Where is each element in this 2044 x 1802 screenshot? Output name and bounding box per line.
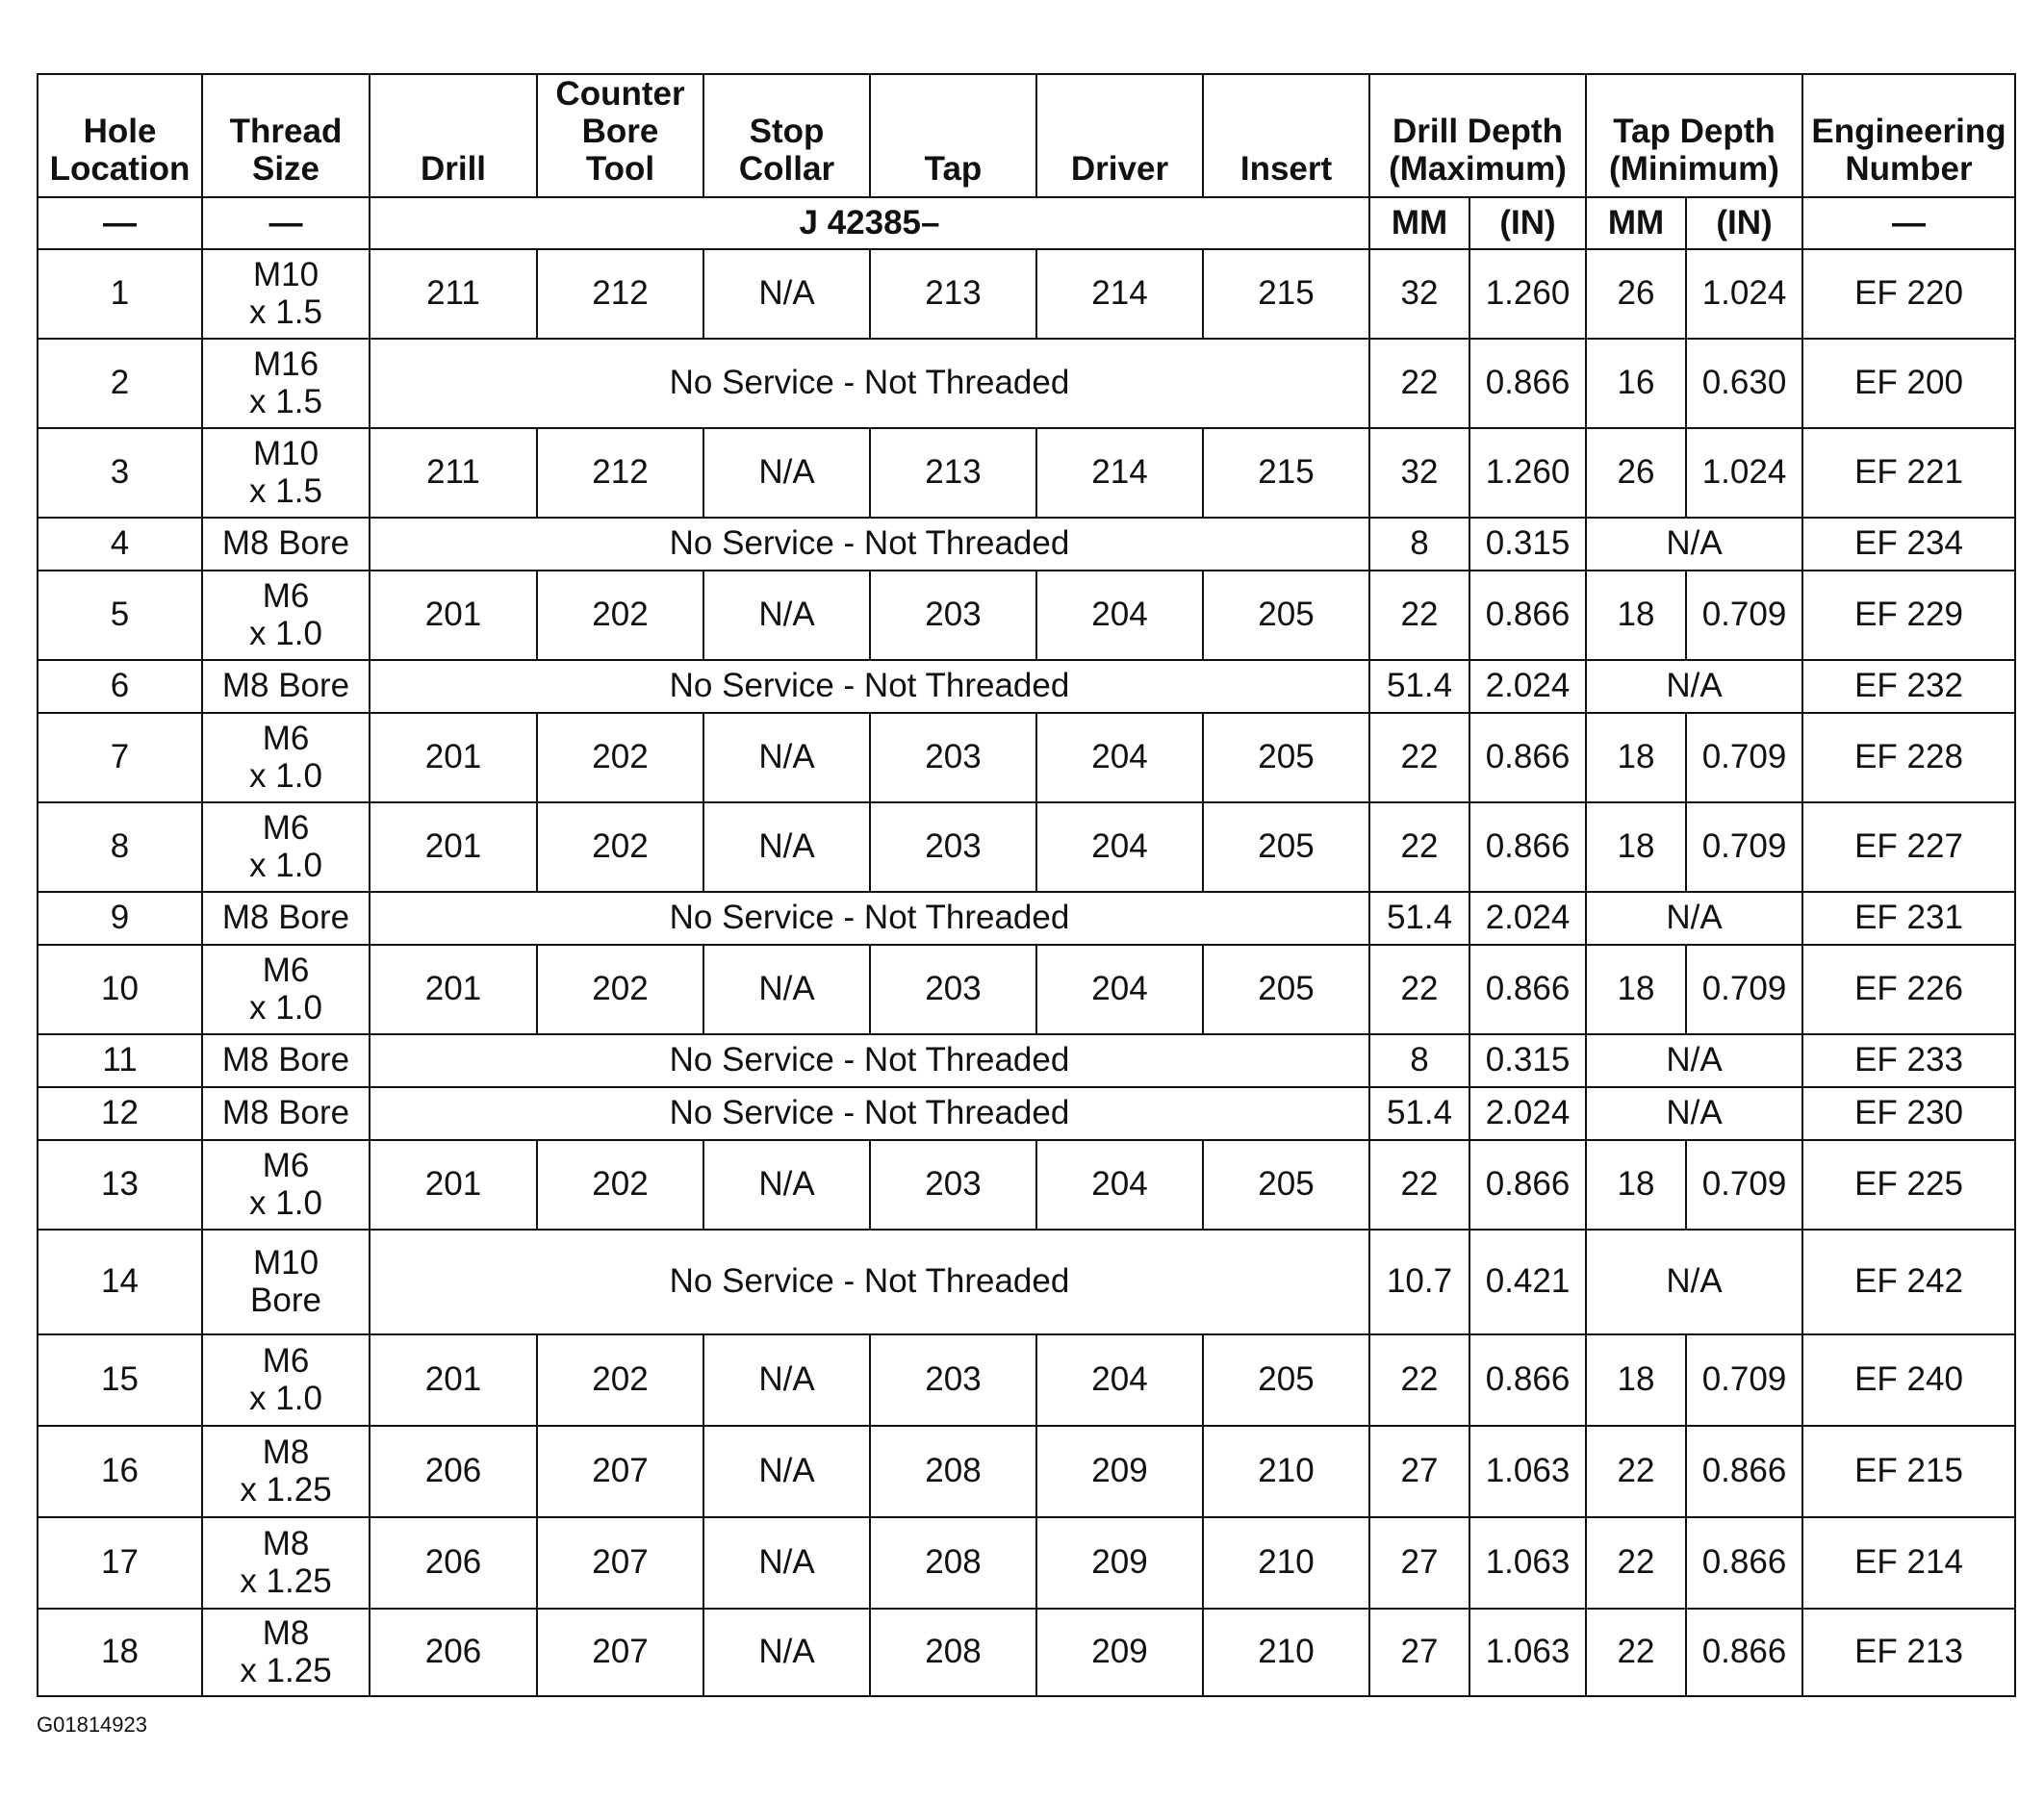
thread-size-cell: M6 x 1.0 [202,1334,370,1426]
tap-depth-in-cell: 0.709 [1686,945,1802,1034]
tap-depth-mm-cell: 18 [1586,802,1686,892]
no-service-cell: No Service - Not Threaded [370,1230,1369,1334]
thread-size-cell: M8 Bore [202,518,370,571]
table-row [38,1087,2015,1140]
drill-depth-in-cell: 0.866 [1469,1140,1586,1230]
drill-depth-in-cell: 0.421 [1469,1230,1586,1334]
drill-cell: 206 [370,1609,537,1696]
hole-location-cell: 8 [38,802,202,892]
tool-prefix: J 42385– [370,197,1369,249]
counter-bore-cell: 212 [537,428,703,518]
tap-depth-mm-cell: 18 [1586,1140,1686,1230]
engineering-number-cell: EF 242 [1802,1230,2015,1334]
table-row [38,1517,2015,1609]
counter-bore-cell: 202 [537,1334,703,1426]
drill-depth-in-cell: 1.260 [1469,428,1586,518]
figure-id: G01814923 [37,1713,147,1737]
thread-size-cell: M6 x 1.0 [202,1140,370,1230]
hole-location-cell: 15 [38,1334,202,1426]
drill-depth-mm-cell: 22 [1369,1334,1469,1426]
engineering-number-cell: EF 220 [1802,249,2015,339]
table-row [38,660,2015,713]
subheader-tap-mm: MM [1586,197,1686,249]
tap-depth-in-cell: 0.709 [1686,802,1802,892]
tap-depth-mm-cell: 18 [1586,713,1686,802]
header-thread-size: Thread Size [202,74,370,197]
tap-depth-in-cell: 0.866 [1686,1517,1802,1609]
drill-cell: 201 [370,1334,537,1426]
tap-depth-mm-cell: 22 [1586,1517,1686,1609]
counter-bore-cell: 202 [537,1140,703,1230]
engineering-number-cell: EF 226 [1802,945,2015,1034]
drill-depth-in-cell: 1.063 [1469,1517,1586,1609]
hole-location-cell: 12 [38,1087,202,1140]
header-insert: Insert [1203,74,1369,197]
driver-cell: 204 [1036,571,1203,660]
hole-location-cell: 9 [38,892,202,945]
hole-location-cell: 14 [38,1230,202,1334]
drill-depth-mm-cell: 32 [1369,428,1469,518]
no-service-cell: No Service - Not Threaded [370,1087,1369,1140]
engineering-number-cell: EF 230 [1802,1087,2015,1140]
thread-size-cell: M10 Bore [202,1230,370,1334]
engineering-number-cell: EF 240 [1802,1334,2015,1426]
hole-location-cell: 5 [38,571,202,660]
stop-collar-cell: N/A [703,1334,870,1426]
drill-depth-in-cell: 2.024 [1469,892,1586,945]
drill-depth-mm-cell: 8 [1369,518,1469,571]
counter-bore-cell: 202 [537,713,703,802]
tap-depth-mm-cell: 22 [1586,1426,1686,1517]
tap-depth-in-cell: 1.024 [1686,249,1802,339]
tap-cell: 208 [870,1609,1036,1696]
tap-depth-na-cell: N/A [1586,892,1802,945]
insert-cell: 205 [1203,571,1369,660]
counter-bore-cell: 212 [537,249,703,339]
drill-cell: 201 [370,945,537,1034]
tap-cell: 208 [870,1517,1036,1609]
drill-cell: 206 [370,1426,537,1517]
engineering-number-cell: EF 200 [1802,339,2015,428]
driver-cell: 214 [1036,249,1203,339]
header-row [38,74,2015,197]
drill-cell: 201 [370,1140,537,1230]
stop-collar-cell: N/A [703,802,870,892]
drill-depth-mm-cell: 51.4 [1369,660,1469,713]
thread-size-cell: M10 x 1.5 [202,428,370,518]
tap-depth-na-cell: N/A [1586,1034,1802,1087]
hole-location-cell: 3 [38,428,202,518]
drill-depth-in-cell: 0.866 [1469,339,1586,428]
drill-cell: 206 [370,1517,537,1609]
thread-repair-spec-table [37,73,2016,1697]
drill-depth-mm-cell: 32 [1369,249,1469,339]
driver-cell: 209 [1036,1426,1203,1517]
tap-depth-mm-cell: 18 [1586,945,1686,1034]
tap-depth-mm-cell: 18 [1586,1334,1686,1426]
tap-depth-in-cell: 0.709 [1686,1334,1802,1426]
hole-location-cell: 7 [38,713,202,802]
drill-depth-mm-cell: 22 [1369,339,1469,428]
hole-location-cell: 16 [38,1426,202,1517]
thread-size-cell: M6 x 1.0 [202,713,370,802]
drill-depth-in-cell: 0.866 [1469,713,1586,802]
insert-cell: 205 [1203,713,1369,802]
stop-collar-cell: N/A [703,428,870,518]
drill-depth-in-cell: 0.866 [1469,945,1586,1034]
insert-cell: 205 [1203,945,1369,1034]
engineering-number-cell: EF 233 [1802,1034,2015,1087]
hole-location-cell: 11 [38,1034,202,1087]
hole-location-cell: 10 [38,945,202,1034]
header-counter-bore-tool: Counter Bore Tool [537,74,703,197]
drill-depth-mm-cell: 51.4 [1369,892,1469,945]
no-service-cell: No Service - Not Threaded [370,518,1369,571]
table-row [38,339,2015,428]
engineering-number-cell: EF 221 [1802,428,2015,518]
drill-cell: 211 [370,249,537,339]
tap-cell: 203 [870,713,1036,802]
hole-location-cell: 13 [38,1140,202,1230]
tap-depth-mm-cell: 16 [1586,339,1686,428]
insert-cell: 205 [1203,1334,1369,1426]
drill-depth-in-cell: 2.024 [1469,1087,1586,1140]
stop-collar-cell: N/A [703,249,870,339]
driver-cell: 204 [1036,802,1203,892]
tap-depth-mm-cell: 22 [1586,1609,1686,1696]
drill-depth-in-cell: 1.063 [1469,1609,1586,1696]
thread-size-cell: M16 x 1.5 [202,339,370,428]
table-row [38,1034,2015,1087]
tap-depth-na-cell: N/A [1586,660,1802,713]
stop-collar-cell: N/A [703,571,870,660]
stop-collar-cell: N/A [703,1609,870,1696]
drill-depth-in-cell: 0.315 [1469,1034,1586,1087]
header-stop-collar: Stop Collar [703,74,870,197]
engineering-number-cell: EF 232 [1802,660,2015,713]
tap-cell: 213 [870,249,1036,339]
driver-cell: 209 [1036,1609,1203,1696]
engineering-number-cell: EF 228 [1802,713,2015,802]
table-row [38,1426,2015,1517]
subheader-eng: — [1802,197,2015,249]
no-service-cell: No Service - Not Threaded [370,892,1369,945]
drill-depth-in-cell: 2.024 [1469,660,1586,713]
header-driver: Driver [1036,74,1203,197]
thread-size-cell: M6 x 1.0 [202,945,370,1034]
thread-size-cell: M8 x 1.25 [202,1517,370,1609]
thread-size-cell: M8 Bore [202,892,370,945]
driver-cell: 214 [1036,428,1203,518]
driver-cell: 204 [1036,1140,1203,1230]
subheader-thread: — [202,197,370,249]
subheader-drill-in: (IN) [1469,197,1586,249]
tap-depth-mm-cell: 26 [1586,428,1686,518]
engineering-number-cell: EF 227 [1802,802,2015,892]
subheader-tap-in: (IN) [1686,197,1802,249]
counter-bore-cell: 207 [537,1609,703,1696]
table-row [38,1334,2015,1426]
insert-cell: 205 [1203,802,1369,892]
engineering-number-cell: EF 225 [1802,1140,2015,1230]
insert-cell: 215 [1203,249,1369,339]
table-row [38,571,2015,660]
table-row [38,945,2015,1034]
tap-depth-in-cell: 1.024 [1686,428,1802,518]
table-row [38,1230,2015,1334]
drill-depth-in-cell: 0.866 [1469,571,1586,660]
tap-cell: 208 [870,1426,1036,1517]
driver-cell: 204 [1036,945,1203,1034]
tap-cell: 213 [870,428,1036,518]
tap-depth-na-cell: N/A [1586,1230,1802,1334]
table-row [38,428,2015,518]
drill-depth-mm-cell: 22 [1369,945,1469,1034]
tap-depth-na-cell: N/A [1586,1087,1802,1140]
stop-collar-cell: N/A [703,1426,870,1517]
subheader-hole: — [38,197,202,249]
table-row [38,713,2015,802]
drill-depth-mm-cell: 27 [1369,1609,1469,1696]
drill-depth-mm-cell: 22 [1369,713,1469,802]
tap-depth-in-cell: 0.630 [1686,339,1802,428]
tap-depth-na-cell: N/A [1586,518,1802,571]
drill-depth-in-cell: 0.315 [1469,518,1586,571]
drill-cell: 211 [370,428,537,518]
engineering-number-cell: EF 215 [1802,1426,2015,1517]
drill-depth-mm-cell: 10.7 [1369,1230,1469,1334]
header-tap: Tap [870,74,1036,197]
no-service-cell: No Service - Not Threaded [370,1034,1369,1087]
counter-bore-cell: 202 [537,571,703,660]
table-row [38,249,2015,339]
drill-depth-mm-cell: 27 [1369,1517,1469,1609]
drill-depth-in-cell: 0.866 [1469,802,1586,892]
thread-size-cell: M8 Bore [202,1034,370,1087]
counter-bore-cell: 202 [537,945,703,1034]
stop-collar-cell: N/A [703,1517,870,1609]
driver-cell: 209 [1036,1517,1203,1609]
drill-depth-mm-cell: 8 [1369,1034,1469,1087]
table-row [38,1140,2015,1230]
insert-cell: 210 [1203,1517,1369,1609]
thread-size-cell: M8 Bore [202,660,370,713]
counter-bore-cell: 207 [537,1517,703,1609]
counter-bore-cell: 202 [537,802,703,892]
insert-cell: 210 [1203,1426,1369,1517]
tap-depth-mm-cell: 18 [1586,571,1686,660]
drill-depth-mm-cell: 51.4 [1369,1087,1469,1140]
header-engineering-number: Engineering Number [1802,74,2015,197]
no-service-cell: No Service - Not Threaded [370,339,1369,428]
header-drill: Drill [370,74,537,197]
header-drill-depth: Drill Depth (Maximum) [1369,74,1586,197]
engineering-number-cell: EF 234 [1802,518,2015,571]
stop-collar-cell: N/A [703,945,870,1034]
thread-size-cell: M8 Bore [202,1087,370,1140]
table-row [38,802,2015,892]
hole-location-cell: 2 [38,339,202,428]
hole-location-cell: 4 [38,518,202,571]
driver-cell: 204 [1036,713,1203,802]
hole-location-cell: 1 [38,249,202,339]
hole-location-cell: 6 [38,660,202,713]
tap-depth-in-cell: 0.709 [1686,571,1802,660]
drill-cell: 201 [370,571,537,660]
tap-cell: 203 [870,1140,1036,1230]
tap-depth-in-cell: 0.709 [1686,713,1802,802]
tap-depth-mm-cell: 26 [1586,249,1686,339]
header-hole-location: Hole Location [38,74,202,197]
hole-location-cell: 18 [38,1609,202,1696]
thread-size-cell: M8 x 1.25 [202,1609,370,1696]
engineering-number-cell: EF 231 [1802,892,2015,945]
drill-depth-mm-cell: 22 [1369,571,1469,660]
tap-cell: 203 [870,1334,1036,1426]
stop-collar-cell: N/A [703,713,870,802]
stop-collar-cell: N/A [703,1140,870,1230]
thread-size-cell: M8 x 1.25 [202,1426,370,1517]
tap-cell: 203 [870,802,1036,892]
drill-depth-in-cell: 1.063 [1469,1426,1586,1517]
subheader-row [38,197,2015,249]
counter-bore-cell: 207 [537,1426,703,1517]
hole-location-cell: 17 [38,1517,202,1609]
engineering-number-cell: EF 229 [1802,571,2015,660]
drill-depth-in-cell: 1.260 [1469,249,1586,339]
insert-cell: 205 [1203,1140,1369,1230]
thread-size-cell: M6 x 1.0 [202,571,370,660]
driver-cell: 204 [1036,1334,1203,1426]
tap-depth-in-cell: 0.866 [1686,1426,1802,1517]
header-tap-depth: Tap Depth (Minimum) [1586,74,1802,197]
drill-cell: 201 [370,713,537,802]
tap-cell: 203 [870,945,1036,1034]
thread-size-cell: M6 x 1.0 [202,802,370,892]
drill-depth-mm-cell: 22 [1369,802,1469,892]
engineering-number-cell: EF 213 [1802,1609,2015,1696]
drill-depth-mm-cell: 22 [1369,1140,1469,1230]
drill-cell: 201 [370,802,537,892]
drill-depth-in-cell: 0.866 [1469,1334,1586,1426]
tap-depth-in-cell: 0.709 [1686,1140,1802,1230]
subheader-drill-mm: MM [1369,197,1469,249]
tap-cell: 203 [870,571,1036,660]
no-service-cell: No Service - Not Threaded [370,660,1369,713]
engineering-number-cell: EF 214 [1802,1517,2015,1609]
thread-size-cell: M10 x 1.5 [202,249,370,339]
table-row [38,892,2015,945]
table-row [38,1609,2015,1696]
table-row [38,518,2015,571]
insert-cell: 215 [1203,428,1369,518]
insert-cell: 210 [1203,1609,1369,1696]
tap-depth-in-cell: 0.866 [1686,1609,1802,1696]
drill-depth-mm-cell: 27 [1369,1426,1469,1517]
